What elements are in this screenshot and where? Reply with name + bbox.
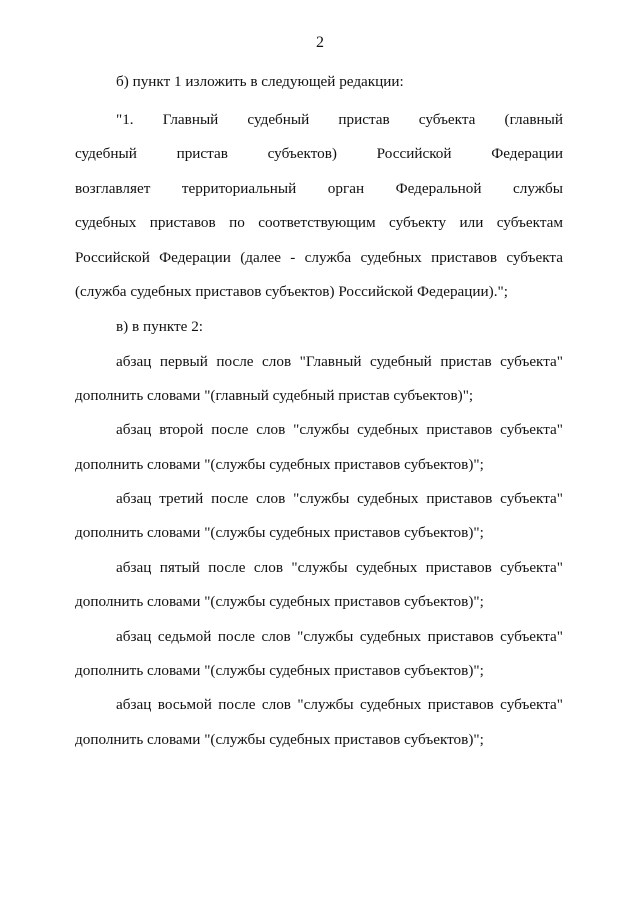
item-v-para-4-line-2: дополнить словами "(службы судебных приставов субъектов)"; bbox=[75, 593, 484, 610]
item-v-para-4-line-1: абзац пятый после слов "службы судебных приставов субъекта" bbox=[116, 559, 563, 576]
item-v-para-6-line-1: абзац восьмой после слов "службы судебных приставов субъекта" bbox=[116, 696, 563, 713]
item-v-para-5-line-2: дополнить словами "(службы судебных приставов субъектов)"; bbox=[75, 662, 484, 679]
item-v-para-5-line-1: абзац седьмой после слов "службы судебных приставов субъекта" bbox=[116, 628, 563, 645]
item-b-intro: б) пункт 1 изложить в следующей редакции: bbox=[116, 73, 404, 90]
page-number: 2 bbox=[316, 34, 324, 51]
item-v-para-2-line-2: дополнить словами "(службы судебных приставов субъектов)"; bbox=[75, 456, 484, 473]
item-b-quote-line-2: судебный пристав субъектов) Российской Федерации bbox=[75, 145, 563, 162]
item-b-quote-line-4: судебных приставов по соответствующим субъекту или субъектам bbox=[75, 214, 563, 231]
item-v-para-3-line-1: абзац третий после слов "службы судебных приставов субъекта" bbox=[116, 490, 563, 507]
item-v-intro: в) в пункте 2: bbox=[116, 318, 204, 335]
item-v-para-6-line-2: дополнить словами "(службы судебных приставов субъектов)"; bbox=[75, 731, 484, 748]
item-v-para-1-line-1: абзац первый после слов "Главный судебный пристав субъекта" bbox=[116, 353, 563, 370]
item-v-para-1-line-2: дополнить словами "(главный судебный пристав субъектов)"; bbox=[75, 387, 474, 404]
item-b-quote-line-5: Российской Федерации (далее - служба судебных приставов субъекта bbox=[75, 249, 563, 266]
item-b-quote-line-6: (служба судебных приставов субъектов) Российской Федерации)."; bbox=[75, 283, 508, 300]
item-v-para-2-line-1: абзац второй после слов "службы судебных приставов субъекта" bbox=[116, 421, 563, 438]
item-b-quote-line-3: возглавляет территориальный орган Федеральной службы bbox=[75, 180, 563, 197]
item-b-quote-line-1: "1. Главный судебный пристав субъекта (главный bbox=[116, 111, 563, 128]
item-v-para-3-line-2: дополнить словами "(службы судебных приставов субъектов)"; bbox=[75, 524, 484, 541]
